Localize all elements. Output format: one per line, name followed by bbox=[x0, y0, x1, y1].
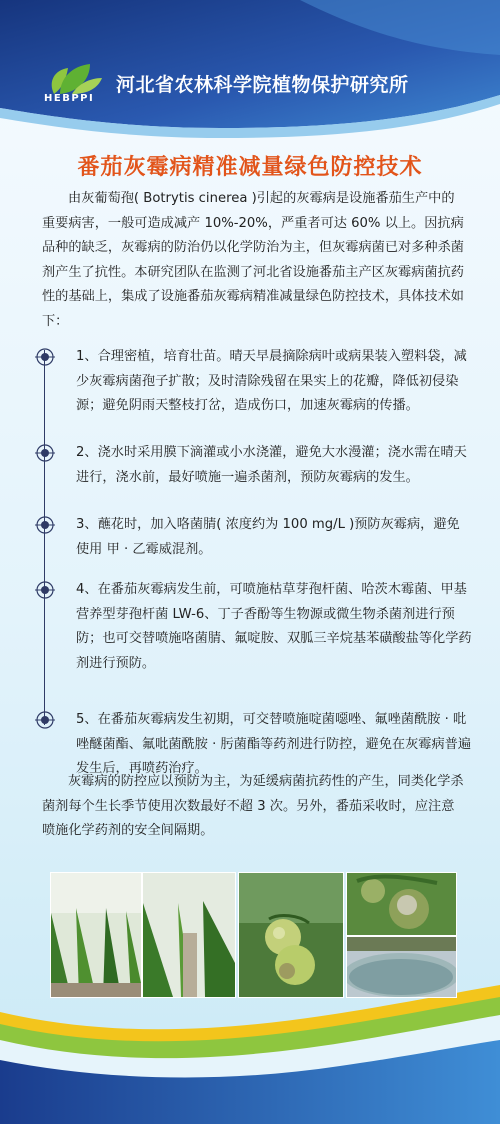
list-item-5: 5、在番茄灰霉病发生初期，可交替喷施啶菌噁唑、氟唑菌酰胺 · 吡唑醚菌酯、氟吡菌酰胺 · 肟菌酯等药剂进行防控，避免在灰霉病普遍发生后，再喷药治疗。 bbox=[76, 712, 472, 776]
greenhouse-rows-photo-2 bbox=[142, 872, 236, 998]
diseased-tomato-fruit-photo bbox=[238, 872, 344, 998]
greenhouse-rows-photo-1 bbox=[50, 872, 142, 998]
bullet-icon bbox=[35, 710, 55, 730]
institute-logo-icon bbox=[46, 60, 106, 96]
page-title: 番茄灰霉病精准减量绿色防控技术 bbox=[77, 155, 423, 180]
list-item-4: 4、在番茄灰霉病发生前，可喷施枯草芽孢杆菌、哈茨木霉菌、甲基营养型芽孢杆菌 LW-6、丁子香酚等生物源或微生物杀菌剂进行预防；也可交替喷施咯菌腈、氟啶胺、双胍三辛烷基苯磺酸盐等化学药剂进行预防。 bbox=[76, 582, 472, 671]
bullet-icon bbox=[35, 443, 55, 463]
institute-name: 河北省农林科学院植物保护研究所 bbox=[116, 74, 409, 96]
intro-paragraph: 由灰葡萄孢( Botrytis cinerea )引起的灰霉病是设施番茄生产中的重要病害，一般可造成减产 10%-20%，严重者可达 60% 以上。因抗病品种的缺乏，灰霉病的防治仍以化学防治为主，但灰霉病菌已对多种杀菌剂产生了抗性。本研究团队在监测了河北省设施番茄主产区灰霉病菌抗药性的基础上，集成了设施番茄灰霉病精准减量绿色防控技术，具体技术如下： bbox=[42, 191, 464, 329]
tomato-gray-mold-closeup-photo bbox=[346, 872, 457, 936]
closing-paragraph: 灰霉病的防控应以预防为主，为延缓病菌抗药性的产生，同类化学杀菌剂每个生长季节使用次数最好不超 3 次。另外，番茄采收时，应注意喷施化学药剂的安全间隔期。 bbox=[42, 774, 464, 838]
bullet-icon bbox=[35, 580, 55, 600]
logo-text: HEBPPI bbox=[44, 93, 95, 104]
timeline-line bbox=[44, 350, 45, 725]
photo-strip bbox=[50, 872, 455, 998]
pathogen-culture-plate-photo bbox=[346, 936, 457, 998]
bullet-icon bbox=[35, 347, 55, 367]
list-item-3: 3、蘸花时，加入咯菌腈( 浓度约为 100 mg/L )预防灰霉病，避免使用 甲 · 乙霉威混剂。 bbox=[76, 517, 460, 557]
list-item-1: 1、合理密植，培育壮苗。晴天早晨摘除病叶或病果装入塑料袋，减少灰霉病菌孢子扩散；及时清除残留在果实上的花瓣，降低初侵染源；避免阴雨天整枝打岔，造成伤口，加速灰霉病的传播。 bbox=[76, 349, 467, 413]
bullet-icon bbox=[35, 515, 55, 535]
list-item-2: 2、浇水时采用膜下滴灌或小水浇灌，避免大水漫灌；浇水需在晴天进行，浇水前，最好喷施一遍杀菌剂，预防灰霉病的发生。 bbox=[76, 445, 467, 485]
